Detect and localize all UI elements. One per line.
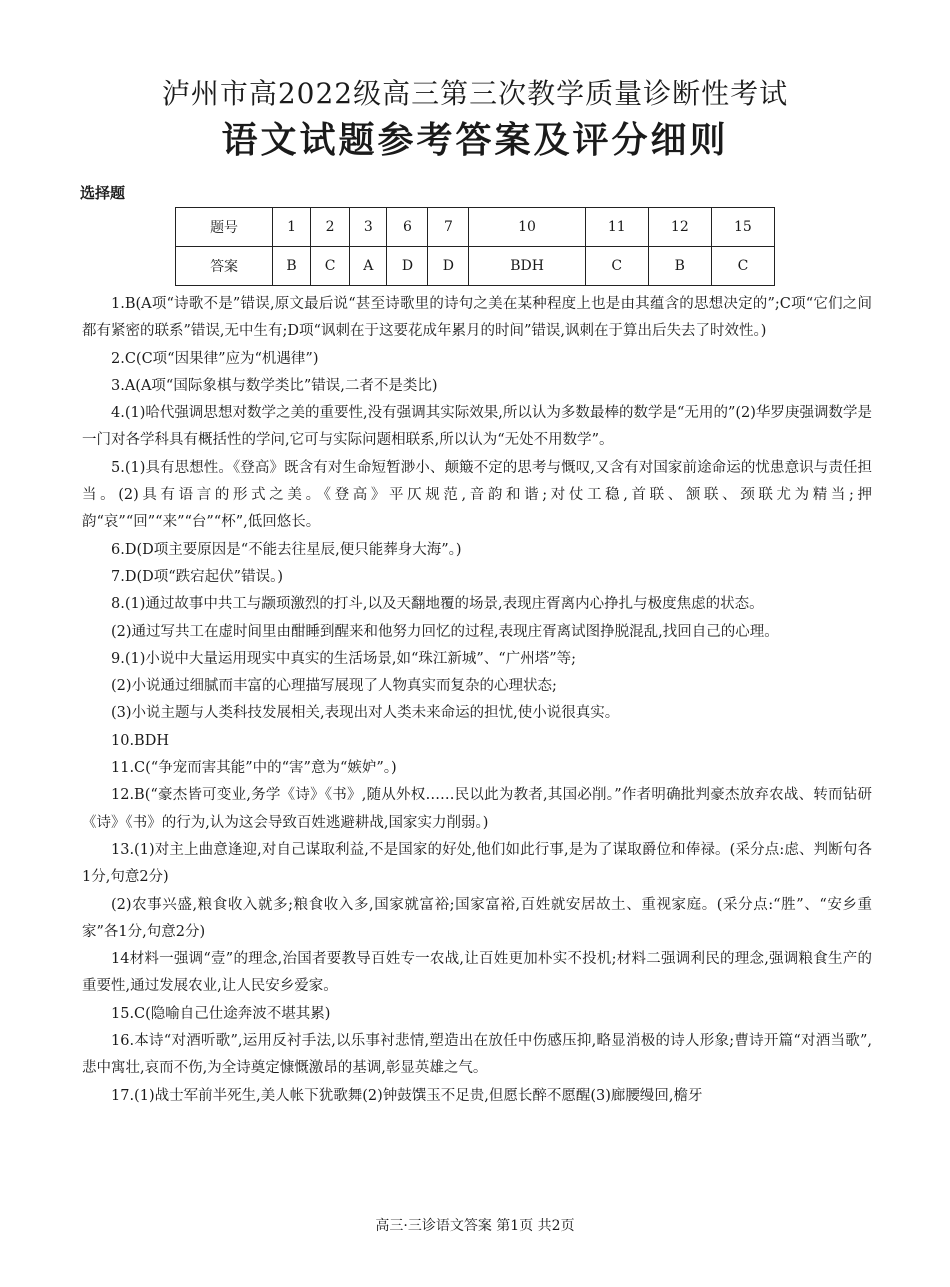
answer-paragraph: 7.D(D项“跌宕起伏”错误。): [111, 568, 283, 585]
question-number: 7: [428, 208, 469, 247]
answer-paragraph: (3)小说主题与人类科技发展相关,表现出对人类未来命运的担忧,使小说很真实。: [111, 705, 620, 722]
answer-paragraph: 10.BDH: [111, 732, 169, 749]
answer-paragraph: 17.(1)战士军前半死生,美人帐下犹歌舞(2)钟鼓馔玉不足贵,但愿长醉不愿醒(3)廊腰缦回,檐牙: [111, 1087, 703, 1104]
question-number: 2: [310, 208, 349, 247]
question-number: 15: [711, 208, 774, 247]
question-number: 3: [350, 208, 387, 247]
answer-explanations: [82, 291, 872, 1110]
answer-paragraph: 11.C(“争宠而害其能”中的“害”意为“嫉妒”。): [111, 760, 397, 777]
answer-cell: A: [350, 247, 387, 286]
question-number: 6: [387, 208, 428, 247]
exam-title: 泸州市高2022级高三第三次教学质量诊断性考试: [161, 77, 789, 110]
table-row-numbers: [176, 208, 775, 247]
row-label-answer: 答案: [176, 247, 273, 286]
answer-cell: C: [711, 247, 774, 286]
answer-paragraph: 3.A(A项“国际象棋与数学类比”错误,二者不是类比): [111, 377, 438, 394]
answer-paragraph: 12.B(“豪杰皆可变业,务学《诗》《书》,随从外权……民以此为教者,其国必削。”作者明确批判豪杰放弃农战、转而钻研《诗》《书》的行为,认为这会导致百姓逃避耕战,国家实力削弱。): [82, 787, 872, 831]
question-number: 11: [585, 208, 648, 247]
answer-paragraph: 16.本诗“对酒听歌”,运用反衬手法,以乐事衬悲情,塑造出在放任中伤感压抑,略显消极的诗人形象;曹诗开篇“对酒当歌”,悲中寓壮,哀而不伤,为全诗奠定慷慨激昂的基调,彰显英雄之气。: [82, 1033, 872, 1077]
answer-table: [175, 207, 775, 286]
answer-paragraph: (2)农事兴盛,粮食收入就多;粮食收入多,国家就富裕;国家富裕,百姓就安居故土、重视家庭。(采分点:“胜”、“安乡重家”各1分,句意2分): [82, 896, 872, 940]
answer-cell: C: [310, 247, 349, 286]
section-label: 选择题: [80, 184, 126, 202]
answer-paragraph: 5.(1)具有思想性。《登高》既含有对生命短暂渺小、颠簸不定的思考与慨叹,又含有对国家前途命运的忧患意识与责任担当。(2)具有语言的形式之美。《登高》平仄规范,音韵和谐;对仗工稳,首联、颔联、颈联尤为精当;押韵“哀”“回”“来”“台”“杯”,低回悠长。: [82, 459, 872, 531]
answer-paragraph: 2.C(C项“因果律”应为“机遇律”): [111, 350, 319, 367]
answer-cell: D: [387, 247, 428, 286]
document-subtitle: 语文试题参考答案及评分细则: [221, 120, 729, 161]
answer-paragraph: 6.D(D项主要原因是“不能去往星辰,便只能葬身大海”。): [111, 541, 462, 558]
answer-paragraph: (2)小说通过细腻而丰富的心理描写展现了人物真实而复杂的心理状态;: [111, 678, 557, 695]
answer-paragraph: 8.(1)通过故事中共工与颛顼激烈的打斗,以及天翻地覆的场景,表现庄胥离内心挣扎与极度焦虑的状态。: [111, 596, 764, 613]
answer-cell: B: [648, 247, 711, 286]
answer-cell: D: [428, 247, 469, 286]
question-number: 10: [469, 208, 585, 247]
answer-paragraph: 14材料一强调“壹”的理念,治国者要教导百姓专一农战,让百姓更加朴实不投机;材料二强调利民的理念,强调粮食生产的重要性,通过发展农业,让人民安乡爱家。: [82, 951, 872, 995]
answer-paragraph: 13.(1)对主上曲意逢迎,对自己谋取利益,不是国家的好处,他们如此行事,是为了谋取爵位和俸禄。(采分点:虑、判断句各1分,句意2分): [82, 841, 872, 886]
table-row-answers: [176, 247, 775, 286]
answer-paragraph: 15.C(隐喻自己仕途奔波不堪其累): [111, 1005, 331, 1022]
answer-paragraph: 9.(1)小说中大量运用现实中真实的生活场景,如“珠江新城”、“广州塔”等;: [111, 650, 577, 667]
answer-cell: C: [585, 247, 648, 286]
question-number: 12: [648, 208, 711, 247]
answer-cell: BDH: [469, 247, 585, 286]
answer-paragraph: 4.(1)哈代强调思想对数学之美的重要性,没有强调其实际效果,所以认为多数最棒的数学是“无用的”(2)华罗庚强调数学是一门对各学科具有概括性的学问,它可与实际问题相联系,所以认为“无处不用数学”。: [82, 405, 872, 449]
answer-paragraph: 1.B(A项“诗歌不是”错误,原文最后说“甚至诗歌里的诗句之美在某种程度上也是由其蕴含的思想决定的”;C项“它们之间都有紧密的联系”错误,无中生有;D项“讽刺在于这要花成年累月的时间”错误,讽刺在于算出后失去了时效性。): [82, 296, 872, 340]
answer-paragraph: (2)通过写共工在虚时间里由酣睡到醒来和他努力回忆的过程,表现庄胥离试图挣脱混乱,找回自己的心理。: [111, 623, 779, 640]
page-footer: 高三·三诊语文答案 第1页 共2页: [375, 1218, 575, 1234]
row-label-number: 题号: [176, 208, 273, 247]
answer-cell: B: [273, 247, 311, 286]
question-number: 1: [273, 208, 311, 247]
